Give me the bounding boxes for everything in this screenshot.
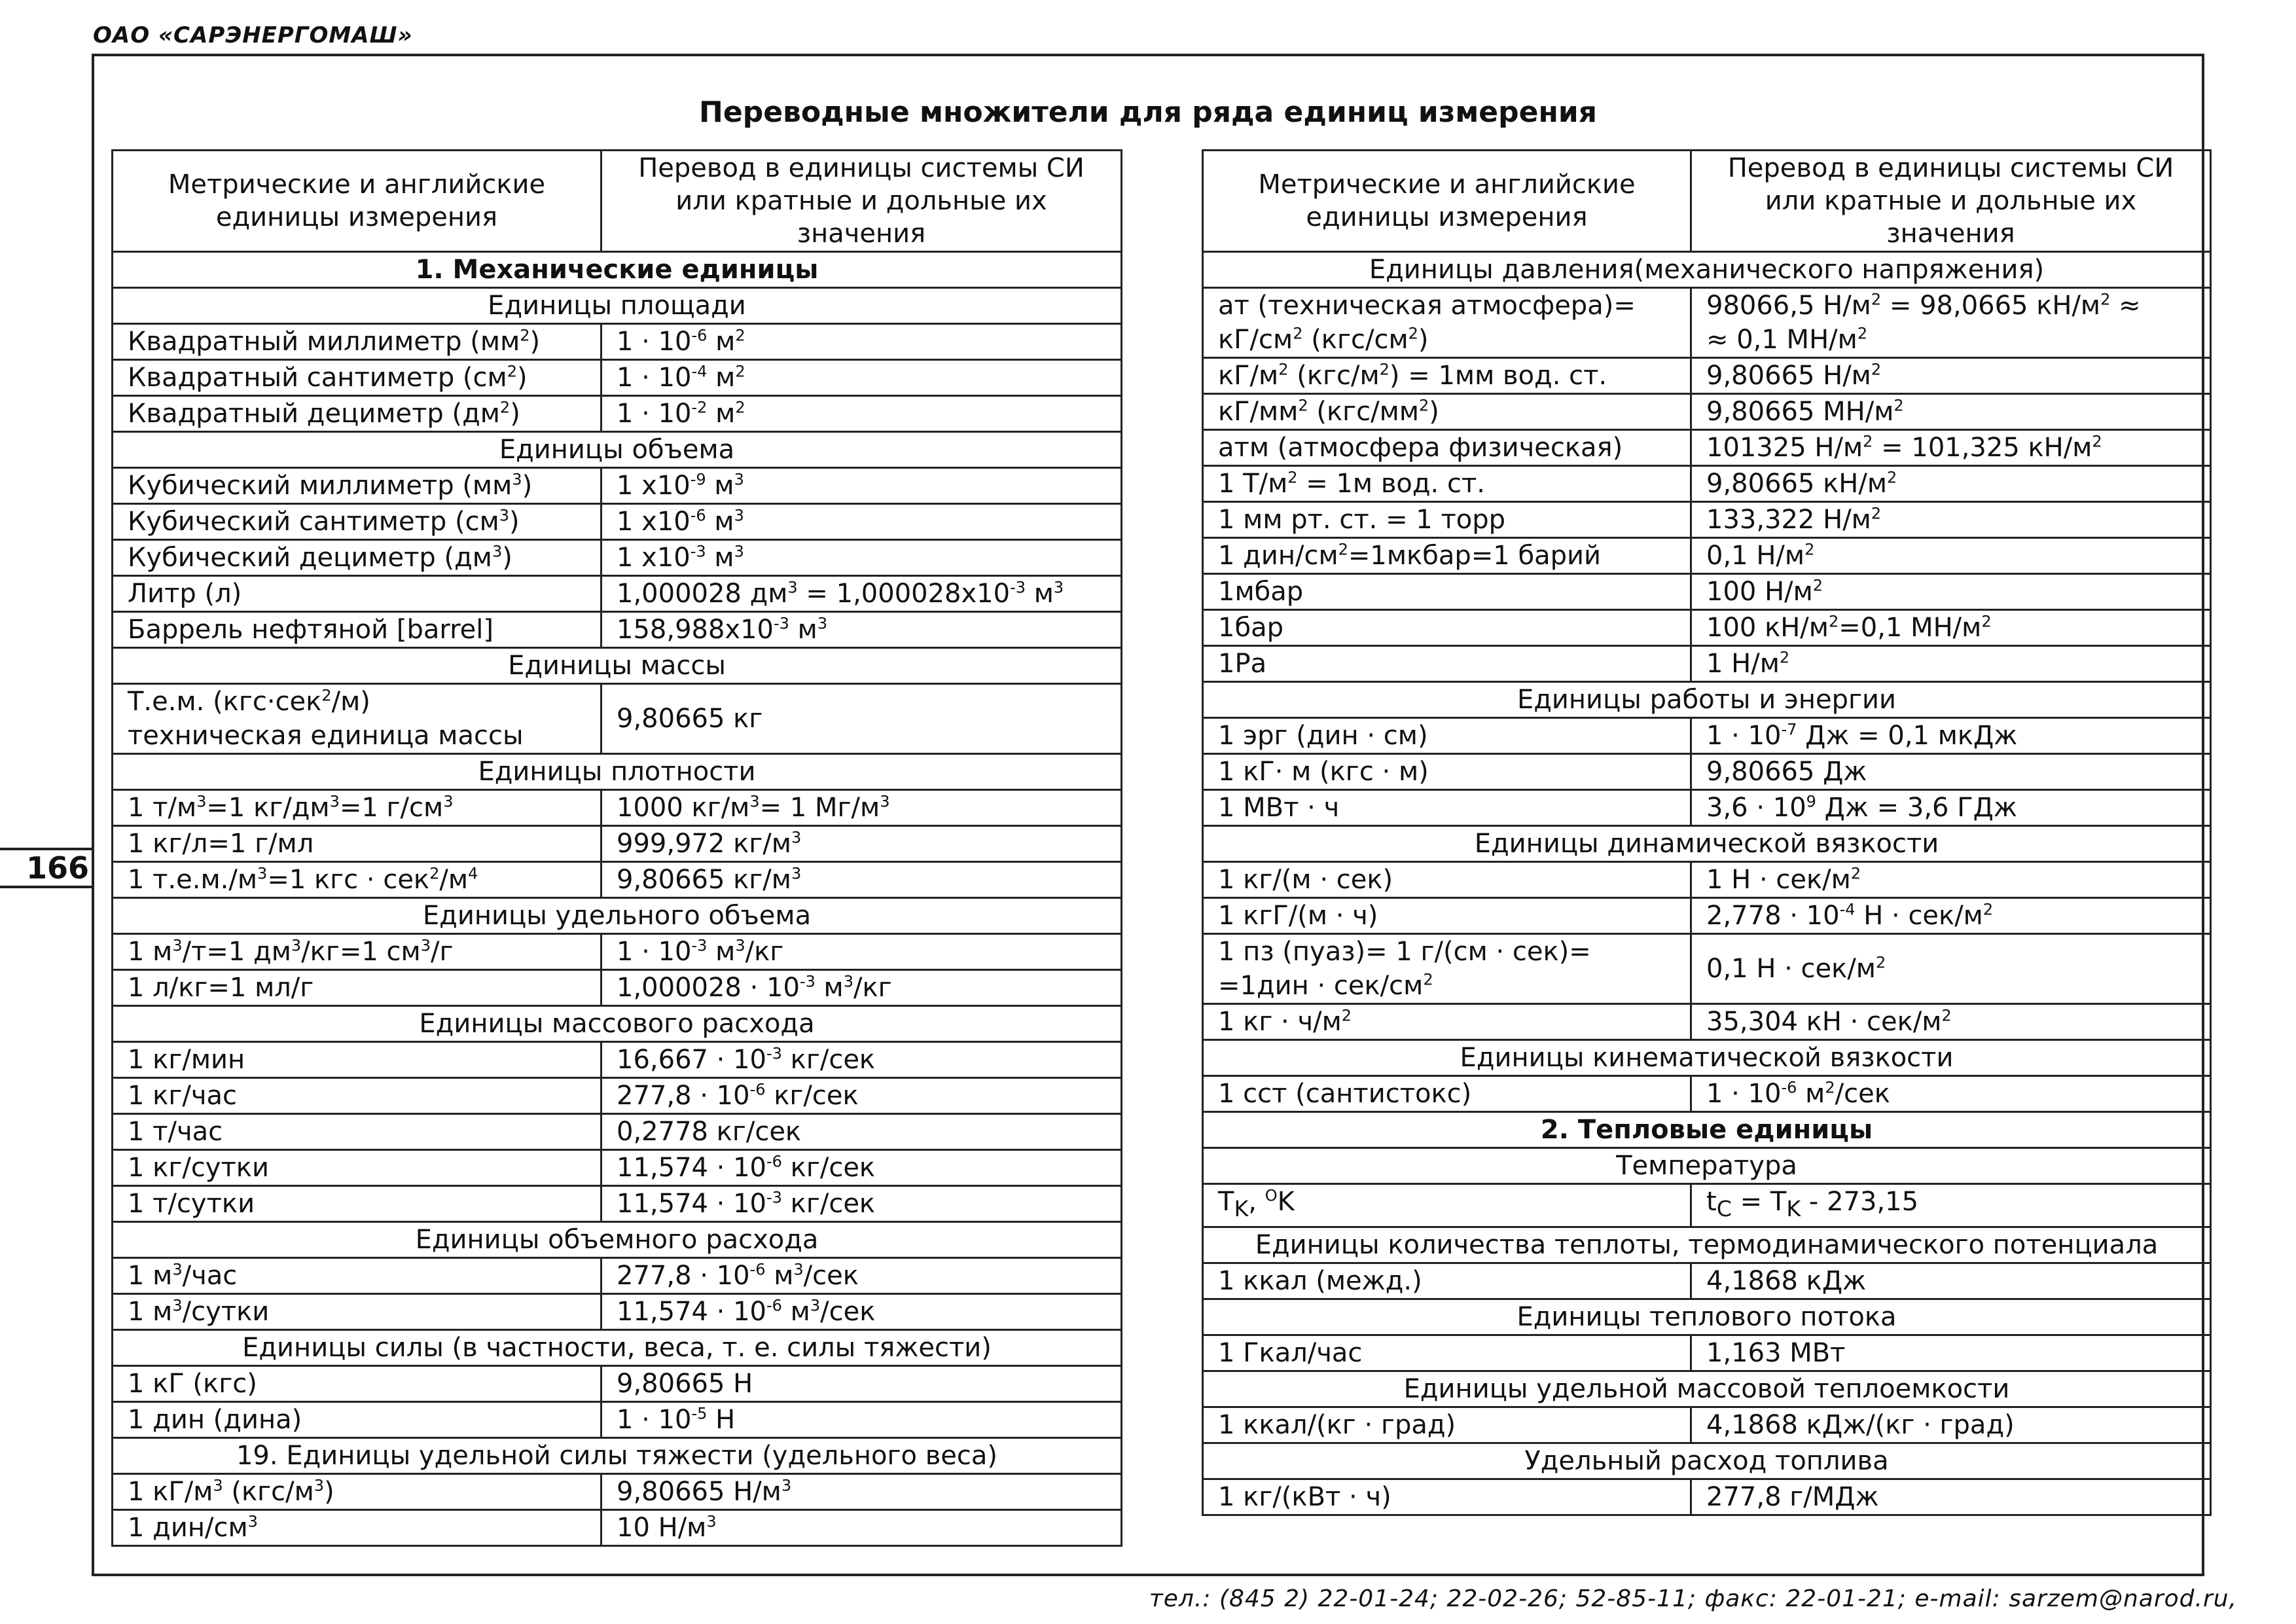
unit-cell: 1 мм рт. ст. = 1 торр [1203, 502, 1691, 538]
page-number: 166 [0, 848, 92, 888]
si-value-cell: 1 $Н/м^2$ [1691, 646, 2211, 682]
si-value-cell: $1 \cdot 10^{-6}$ $м^2$/сек [1691, 1076, 2211, 1112]
si-value-cell: $1 \cdot 10^{-7}$ Дж = 0,1 мкДж [1691, 718, 2211, 754]
section-row [113, 432, 1122, 468]
conversion-table-left [111, 149, 1122, 1547]
unit-cell: 1 кг/(кВт · ч) [1203, 1479, 1691, 1515]
unit-cell: 1 эрг (дин · см) [1203, 718, 1691, 754]
table-row [1203, 1407, 2211, 1443]
table-row [1203, 502, 2211, 538]
si-value-cell: $1 \cdot 10^{-5}$ Н [601, 1402, 1122, 1438]
section-row [113, 898, 1122, 934]
si-value-cell: 9,80665 кг [601, 684, 1122, 754]
section-heading: Единицы удельной массовой теплоемкости [1203, 1371, 2211, 1407]
unit-cell: 1 кг/сутки [113, 1150, 601, 1186]
section-heading: Удельный расход топлива [1203, 1443, 2211, 1479]
unit-cell: 1 ккал (межд.) [1203, 1263, 1691, 1299]
unit-cell: 1 $Т/м^2 = 1м$ вод. ст. [1203, 466, 1691, 502]
table-row [113, 612, 1122, 648]
table-row [113, 1078, 1122, 1114]
table-row [1203, 718, 2211, 754]
section-heading: Единицы удельного объема [113, 898, 1122, 934]
table-row [113, 1294, 1122, 1330]
unit-cell: 1 т/сутки [113, 1186, 601, 1222]
table-row [1203, 1076, 2211, 1112]
section-row [113, 1330, 1122, 1366]
section-heading: Единицы теплового потока [1203, 1299, 2211, 1335]
unit-cell: 1 Гкал/час [1203, 1335, 1691, 1371]
header-si: Перевод в единицы системы СИ или кратные и дольные их значения [601, 151, 1122, 252]
table-row [1203, 754, 2211, 790]
table-row [113, 1474, 1122, 1510]
table-row [113, 684, 1122, 754]
table-body-left [113, 252, 1122, 1546]
si-value-cell: $277,8 \cdot 10^{-6}$ $м^3$/сек [601, 1258, 1122, 1294]
unit-cell: 1 $м^3$/час [113, 1258, 601, 1294]
table-row [113, 1186, 1122, 1222]
si-value-cell: 9,80665 $Н/м^2$ [1691, 358, 2211, 394]
table-row [113, 396, 1122, 432]
section-heading: Единицы объема [113, 432, 1122, 468]
section-row [1203, 1227, 2211, 1263]
table-row [113, 468, 1122, 504]
table-row [1203, 574, 2211, 610]
contact-footer: тел.: (845 2) 22-01-24; 22-02-26; 52-85-11; факс: 22-01-21; e-mail: sarzem@narod.ru, [1149, 1585, 2237, 1612]
table-row [1203, 358, 2211, 394]
section-heading: Единицы массы [113, 648, 1122, 684]
table-row [113, 1366, 1122, 1402]
table-row [1203, 1335, 2211, 1371]
table-row [1203, 610, 2211, 646]
unit-cell: 1 $м^3$/сутки [113, 1294, 601, 1330]
table-row [113, 1258, 1122, 1294]
table-row [113, 826, 1122, 862]
si-value-cell: $11,574 \cdot 10^{-6}$ $м^3$/сек [601, 1294, 1122, 1330]
section-row [113, 252, 1122, 288]
si-value-cell: 9,80665 $МН/м^2$ [1691, 394, 2211, 430]
si-value-cell: 10 $Н/м^3$ [601, 1510, 1122, 1546]
si-value-cell: 98066,5 $Н/м^2 = 98,0665$ $кН/м^2$ ≈ ≈ 0,1 $МН/м^2$ [1691, 288, 2211, 358]
unit-cell: 1 кг/л=1 г/мл [113, 826, 601, 862]
table-row [1203, 1479, 2211, 1515]
unit-cell: 1 кГ· м (кгс · м) [1203, 754, 1691, 790]
section-heading: Единицы количества теплоты, термодинамического потенциала [1203, 1227, 2211, 1263]
si-value-cell: $1 \cdot 10^{-6}$ $м^2$ [601, 324, 1122, 360]
table-row [113, 576, 1122, 612]
section-row [113, 1222, 1122, 1258]
si-value-cell: 9,80665 Дж [1691, 754, 2211, 790]
section-row [1203, 1112, 2211, 1148]
table-row [1203, 1263, 2211, 1299]
section-row [113, 648, 1122, 684]
si-value-cell: 1 $x10^{-6}$ $м^3$ [601, 504, 1122, 540]
table-header-row [113, 151, 1122, 252]
unit-cell: Квадратный сантиметр $(см^2)$ [113, 360, 601, 396]
unit-cell: 1 МВт · ч [1203, 790, 1691, 826]
table-row [1203, 934, 2211, 1004]
unit-cell: 1 кг/час [113, 1078, 601, 1114]
si-value-cell: $t_C = T_K - 273,15$ [1691, 1184, 2211, 1227]
unit-cell: 1 $т/м^3=1$ $кг/дм^3=1$ $г/см^3$ [113, 790, 601, 826]
table-row [1203, 466, 2211, 502]
section-heading: Единицы кинематической вязкости [1203, 1040, 2211, 1076]
unit-cell: 1 т/час [113, 1114, 601, 1150]
section-row [1203, 682, 2211, 718]
conversion-table-right [1202, 149, 2212, 1516]
si-value-cell: 1 Н · сек/$м^2$ [1691, 862, 2211, 898]
table-row [113, 790, 1122, 826]
unit-cell: 1 $т.е.м./м^3=1$ кгс · $сек^2/м^4$ [113, 862, 601, 898]
table-row [113, 862, 1122, 898]
si-value-cell: 999,972 $кг/м^3$ [601, 826, 1122, 862]
unit-cell: 1 л/кг=1 мл/г [113, 970, 601, 1006]
table-row [113, 934, 1122, 970]
section-row [113, 288, 1122, 324]
table-row [113, 970, 1122, 1006]
section-heading: Единицы массового расхода [113, 1006, 1122, 1042]
section-heading: Температура [1203, 1148, 2211, 1184]
unit-cell: 1 дин (дина) [113, 1402, 601, 1438]
unit-cell: 1 $м^3/т=1$ $дм^3/кг=1$ $см^3/г$ [113, 934, 601, 970]
section-row [1203, 1148, 2211, 1184]
section-heading: Единицы работы и энергии [1203, 682, 2211, 718]
si-value-cell: 9,80665 $кг/м^3$ [601, 862, 1122, 898]
page-title: Переводные множители для ряда единиц измерения [699, 96, 1597, 129]
si-value-cell: 1 $x10^{-3}$ $м^3$ [601, 540, 1122, 576]
unit-cell: 1 $кГ/м^3$ $(кгс/м^3)$ [113, 1474, 601, 1510]
si-value-cell: $1 \cdot 10^{-4}$ $м^2$ [601, 360, 1122, 396]
section-heading: Единицы силы (в частности, веса, т. е. силы тяжести) [113, 1330, 1122, 1366]
unit-cell: Т.е.м. (кгс·сек$^2$/м) техническая единица массы [113, 684, 601, 754]
unit-cell: 1 дин/$см^2=1мкбар=1$ барий [1203, 538, 1691, 574]
unit-cell: $кГ/мм^2$ $(кгс/мм^2)$ [1203, 394, 1691, 430]
section-heading: 1. Механические единицы [113, 252, 1122, 288]
unit-cell: 1 кг/(м · сек) [1203, 862, 1691, 898]
unit-cell: 1 ккал/(кг · град) [1203, 1407, 1691, 1443]
si-value-cell: 101325 $Н/м^2 = 101,325$ $кН/м^2$ [1691, 430, 2211, 466]
unit-cell: 1 кг · $ч/м^2$ [1203, 1004, 1691, 1040]
table-row [1203, 1004, 2211, 1040]
unit-cell: Баррель нефтяной [barrel] [113, 612, 601, 648]
si-value-cell: 1,000028 $дм^3 = 1,000028x10^{-3}$ $м^3$ [601, 576, 1122, 612]
table-row [1203, 288, 2211, 358]
table-row [1203, 862, 2211, 898]
unit-cell: Квадратный дециметр $(дм^2)$ [113, 396, 601, 432]
table-row [113, 324, 1122, 360]
header-si: Перевод в единицы системы СИ или кратные и дольные их значения [1691, 151, 2211, 252]
section-row [1203, 252, 2211, 288]
unit-cell: ат (техническая атмосфера)= $кГ/см^2$ $(кгс/см^2)$ [1203, 288, 1691, 358]
si-value-cell: 133,322 $Н/м^2$ [1691, 502, 2211, 538]
unit-cell: Кубический дециметр $(дм^3)$ [113, 540, 601, 576]
table-row [113, 504, 1122, 540]
si-value-cell: 1 $x10^{-9}$ $м^3$ [601, 468, 1122, 504]
section-heading: 2. Тепловые единицы [1203, 1112, 2211, 1148]
section-row [1203, 826, 2211, 862]
si-value-cell: 9,80665 $кН/м^2$ [1691, 466, 2211, 502]
section-row [1203, 1299, 2211, 1335]
si-value-cell: $277,8 \cdot 10^{-6}$ кг/сек [601, 1078, 1122, 1114]
si-value-cell: 4,1868 кДж/(кг · град) [1691, 1407, 2211, 1443]
si-value-cell: $11,574 \cdot 10^{-6}$ кг/сек [601, 1150, 1122, 1186]
section-row [1203, 1443, 2211, 1479]
section-heading: Единицы плотности [113, 754, 1122, 790]
si-value-cell: 1,163 МВт [1691, 1335, 2211, 1371]
section-row [113, 754, 1122, 790]
si-value-cell: $1,000028 \cdot 10^{-3}$ $м^3/кг$ [601, 970, 1122, 1006]
unit-cell: 1 сст (сантистокс) [1203, 1076, 1691, 1112]
si-value-cell: 4,1868 кДж [1691, 1263, 2211, 1299]
si-value-cell: 0,1 Н · сек/$м^2$ [1691, 934, 2211, 1004]
unit-cell: Литр (л) [113, 576, 601, 612]
si-value-cell: 0,1 $Н/м^2$ [1691, 538, 2211, 574]
si-value-cell: 0,2778 кг/сек [601, 1114, 1122, 1150]
si-value-cell: $1 \cdot 10^{-2}$ $м^2$ [601, 396, 1122, 432]
table-row [113, 540, 1122, 576]
table-row [1203, 646, 2211, 682]
section-row [1203, 1371, 2211, 1407]
table-row [113, 360, 1122, 396]
unit-cell: 1 пз (пуаз)= 1 г/(см · сек)= =1дин · сек/$см^2$ [1203, 934, 1691, 1004]
table-row [113, 1114, 1122, 1150]
unit-cell: 1 дин/$см^3$ [113, 1510, 601, 1546]
si-value-cell: 277,8 г/МДж [1691, 1479, 2211, 1515]
unit-cell: 1мбар [1203, 574, 1691, 610]
table-row [1203, 430, 2211, 466]
si-value-cell: $158,988x10^{-3}$ $м^3$ [601, 612, 1122, 648]
table-row [113, 1510, 1122, 1546]
si-value-cell: $16,667 \cdot 10^{-3}$ кг/сек [601, 1042, 1122, 1078]
section-row [113, 1438, 1122, 1474]
unit-cell: 1 кгГ/(м · ч) [1203, 898, 1691, 934]
table-row [113, 1402, 1122, 1438]
unit-cell: Кубический сантиметр $(см^3)$ [113, 504, 601, 540]
si-value-cell: 1000 $кг/м^3= 1$ $Мг/м^3$ [601, 790, 1122, 826]
section-heading: Единицы объемного расхода [113, 1222, 1122, 1258]
table-row [1203, 1184, 2211, 1227]
si-value-cell: 100 $кН/м^2=0,1$ $МН/м^2$ [1691, 610, 2211, 646]
table-body-right [1203, 252, 2211, 1515]
section-row [1203, 1040, 2211, 1076]
section-heading: Единицы динамической вязкости [1203, 826, 2211, 862]
si-value-cell: 9,80665 Н [601, 1366, 1122, 1402]
unit-cell: 1 кг/мин [113, 1042, 601, 1078]
unit-cell: Кубический миллиметр $(мм^3)$ [113, 468, 601, 504]
table-row [1203, 394, 2211, 430]
table-header-row [1203, 151, 2211, 252]
unit-cell: $кГ/м^2$ $(кгс/м^2) = 1мм$ вод. ст. [1203, 358, 1691, 394]
si-value-cell: $11,574 \cdot 10^{-3}$ кг/сек [601, 1186, 1122, 1222]
table-row [1203, 790, 2211, 826]
unit-cell: Квадратный миллиметр $(мм^2)$ [113, 324, 601, 360]
unit-cell: $T_K$, $^O$K [1203, 1184, 1691, 1227]
si-value-cell: $2,778 \cdot 10^{-4}$ Н · сек/$м^2$ [1691, 898, 2211, 934]
unit-cell: атм (атмосфера физическая) [1203, 430, 1691, 466]
section-row [113, 1006, 1122, 1042]
si-value-cell: $3,6 \cdot 10^9$ Дж = 3,6 ГДж [1691, 790, 2211, 826]
si-value-cell: 100 $Н/м^2$ [1691, 574, 2211, 610]
table-row [1203, 898, 2211, 934]
unit-cell: 1 кГ (кгс) [113, 1366, 601, 1402]
header-units: Метрические и английские единицы измерения [113, 151, 601, 252]
si-value-cell: $1 \cdot 10^{-3}$ $м^3/кг$ [601, 934, 1122, 970]
unit-cell: 1Ра [1203, 646, 1691, 682]
section-heading: Единицы давления(механического напряжения) [1203, 252, 2211, 288]
unit-cell: 1бар [1203, 610, 1691, 646]
si-value-cell: 35,304 кН · сек/$м^2$ [1691, 1004, 2211, 1040]
table-row [1203, 538, 2211, 574]
header-units: Метрические и английские единицы измерения [1203, 151, 1691, 252]
table-row [113, 1042, 1122, 1078]
section-heading: Единицы площади [113, 288, 1122, 324]
si-value-cell: 9,80665 $Н/м^3$ [601, 1474, 1122, 1510]
section-heading: 19. Единицы удельной силы тяжести (удельного веса) [113, 1438, 1122, 1474]
company-name: ОАО «САРЭНЕРГОМАШ» [93, 22, 413, 48]
table-row [113, 1150, 1122, 1186]
